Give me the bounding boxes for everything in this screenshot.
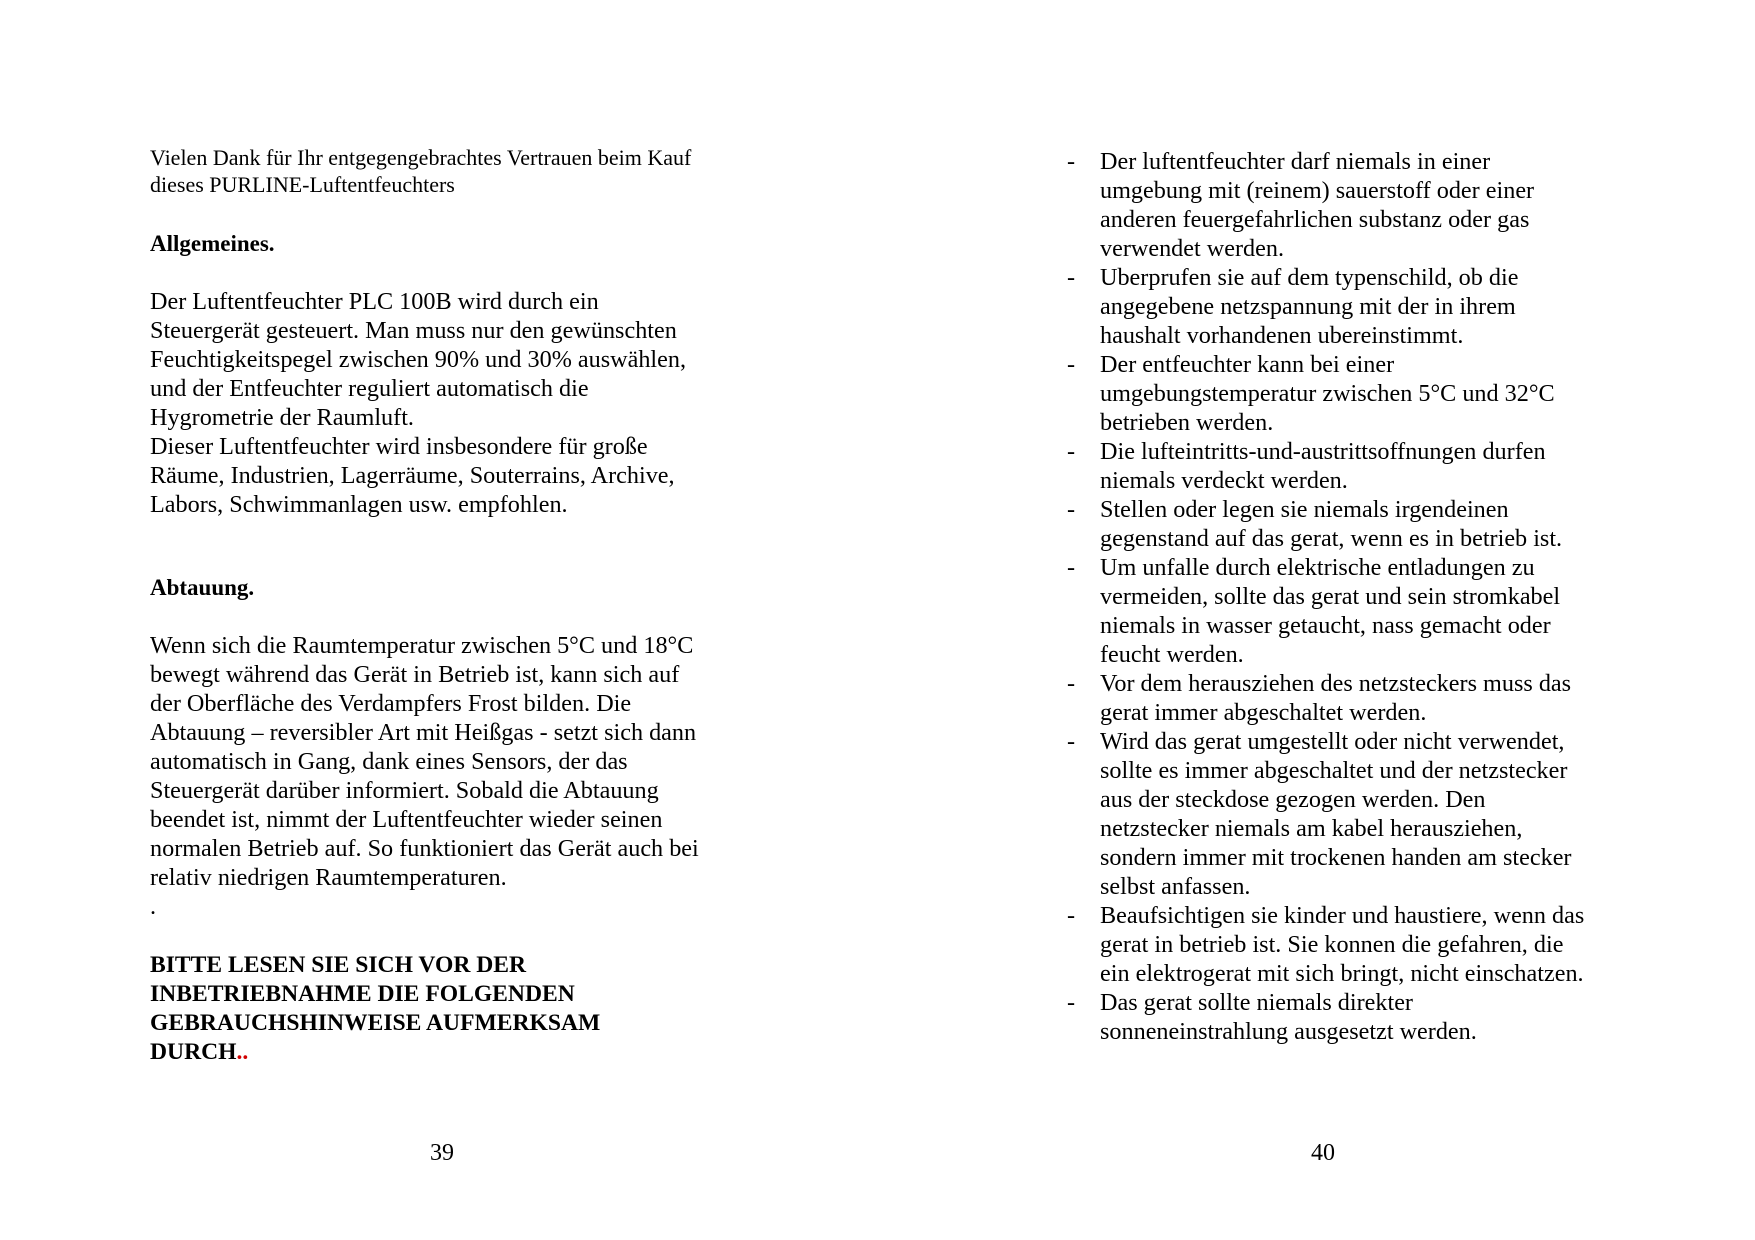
list-item-text: Wird das gerat umgestellt oder nicht verwendet, sollte es immer abgeschaltet und der netzstecker aus der steckdose gezogen werden. Den netzstecker niemals am kabel herausziehen, sondern immer mit trockenen handen am stecker selbst anfassen. <box>1100 728 1572 900</box>
section-heading-allgemeines: Allgemeines. <box>150 231 275 256</box>
list-item <box>1060 495 1584 553</box>
list-item <box>1060 988 1584 1046</box>
list-item <box>1060 669 1584 727</box>
bullet-dash: - <box>1067 989 1076 1016</box>
section-heading-abtauung: Abtauung. <box>150 575 255 600</box>
bullet-dash: - <box>1067 264 1076 291</box>
list-item-text: Uberprufen sie auf dem typenschild, ob die angegebene netzspannung mit der in ihrem haushalt vorhandenen ubereinstimmt. <box>1100 264 1519 349</box>
list-item <box>1060 553 1584 669</box>
page-number-left: 39 <box>430 1140 454 1166</box>
bullet-dash: - <box>1067 554 1076 581</box>
list-item <box>1060 437 1584 495</box>
section-body-abtauung: Wenn sich die Raumtemperatur zwischen 5°C und 18°C bewegt während das Gerät in Betrieb ist, kann sich auf der Oberfläche des Verdampfers Frost bilden. Die Abtauung – reversibler Art mit Heißgas - setzt sich dann automatisch in Gang, dank eines Sensors, der das Steuergerät darüber informiert. Sobald die Abtauung beendet ist, nimmt der Luftentfeuchter wieder seinen normalen Betrieb auf. So funktioniert das Gerät auch bei relativ niedrigen Raumtemperaturen. . <box>150 632 699 920</box>
list-item-text: Die lufteintritts-und-austrittsoffnungen durfen niemals verdeckt werden. <box>1100 438 1546 494</box>
bullet-dash: - <box>1067 670 1076 697</box>
page-number-right: 40 <box>1311 1140 1335 1166</box>
warning-dots: .. <box>236 1039 249 1065</box>
section-body-allgemeines: Der Luftentfeuchter PLC 100B wird durch ein Steuergerät gesteuert. Man muss nur den gewünschten Feuchtigkeitspegel zwischen 90% und 30% auswählen, und der Entfeuchter reguliert automatisch die Hygrometrie der Raumluft. Dieser Luftentfeuchter wird insbesondere für große Räume, Industrien, Lagerräume, Souterrains, Archive, Labors, Schwimmanlagen usw. empfohlen. <box>150 288 687 518</box>
bullet-dash: - <box>1067 438 1076 465</box>
list-item <box>1060 901 1584 988</box>
bullet-dash: - <box>1067 148 1076 175</box>
list-item-text: Das gerat sollte niemals direkter sonneneinstrahlung ausgesetzt werden. <box>1100 989 1477 1045</box>
list-item-text: Beaufsichtigen sie kinder und haustiere, wenn das gerat in betrieb ist. Sie konnen die gefahren, die ein elektrogerat mit sich bringt, nicht einschatzen. <box>1100 902 1585 987</box>
bullet-dash: - <box>1067 902 1076 929</box>
bullet-dash: - <box>1067 351 1076 378</box>
warning-notice <box>150 951 710 1067</box>
list-item <box>1060 350 1584 437</box>
warning-text: BITTE LESEN SIE SICH VOR DER INBETRIEBNAHME DIE FOLGENDEN GEBRAUCHSHINWEISE AUFMERKSAM DURCH <box>150 952 601 1065</box>
list-item-text: Der entfeuchter kann bei einer umgebungstemperatur zwischen 5°C und 32°C betrieben werden. <box>1100 351 1555 436</box>
list-item-text: Der luftentfeuchter darf niemals in einer umgebung mit (reinem) sauerstoff oder einer anderen feuergefahrlichen substanz oder gas verwendet werden. <box>1100 148 1535 262</box>
list-item <box>1060 727 1584 901</box>
bullet-dash: - <box>1067 496 1076 523</box>
list-item-text: Stellen oder legen sie niemals irgendeinen gegenstand auf das gerat, wenn es in betrieb ist. <box>1100 496 1563 552</box>
intro-text: Vielen Dank für Ihr entgegengebrachtes Vertrauen beim Kauf dieses PURLINE-Luftentfeuchters <box>150 145 692 197</box>
list-item <box>1060 263 1584 350</box>
list-item-text: Um unfalle durch elektrische entladungen zu vermeiden, sollte das gerat und sein stromkabel niemals in wasser getaucht, nass gemacht oder feucht werden. <box>1100 554 1561 668</box>
list-item-text: Vor dem herausziehen des netzsteckers muss das gerat immer abgeschaltet werden. <box>1100 670 1572 726</box>
list-item <box>1060 147 1584 263</box>
safety-instructions-list <box>1060 147 1584 1046</box>
bullet-dash: - <box>1067 728 1076 755</box>
